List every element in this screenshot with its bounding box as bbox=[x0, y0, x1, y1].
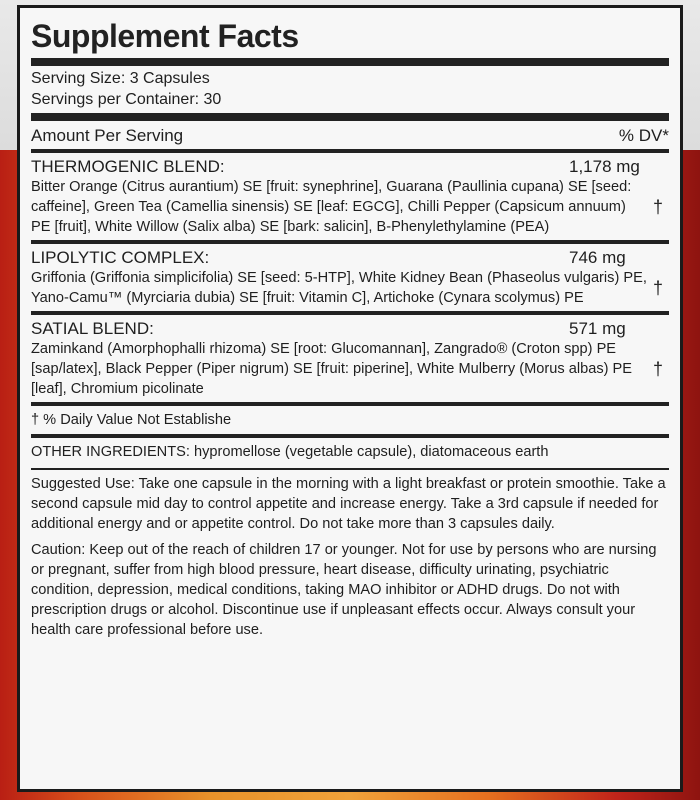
thick-divider bbox=[31, 58, 669, 66]
servings-per-container: Servings per Container: 30 bbox=[31, 91, 222, 108]
panel-title: Supplement Facts bbox=[31, 18, 299, 54]
amount-per-serving-label: Amount Per Serving bbox=[31, 126, 184, 145]
blend-name: SATIAL BLEND: bbox=[31, 319, 154, 338]
suggested-use: Suggested Use: Take one capsule in the morning with a light breakfast or protein smoothie. Take a second capsule mid day to control appetite and increase energy. Take a 3rd capsule if needed for additional energy and or appetite control. Do not take more than 3 capsules daily. bbox=[31, 475, 666, 532]
dv-header: % DV* bbox=[618, 126, 669, 145]
amount-header-row bbox=[31, 121, 669, 149]
blend-ingredients: Zaminkand (Amorphophalli rhizoma) SE [root: Glucomannan], Zangrado® (Croton spp) PE [sap/latex], Black Pepper (Piper nigrum) SE [fruit: piperine], White Mulberry (Morus albas) PE [leaf], Chromium picolinate bbox=[31, 341, 633, 397]
serving-info bbox=[31, 66, 669, 113]
other-ingredients: OTHER INGREDIENTS: hypromellose (vegetable capsule), diatomaceous earth bbox=[31, 444, 549, 460]
blend-ingredients: Bitter Orange (Citrus aurantium) SE [fruit: synephrine], Guarana (Paullinia cupana) SE [seed: caffeine], Green Tea (Camellia sinensis) SE [leaf: EGCG], Chilli Pepper (Capsicum annuum) PE [fruit], White Willow (Salix alba) SE [bark: salicin], B-Phenylethylamine (PEA) bbox=[31, 179, 632, 235]
dv-dagger-mark: † bbox=[652, 197, 663, 217]
blend-amount: 1,178 mg bbox=[569, 157, 640, 176]
blend-name: LIPOLYTIC COMPLEX: bbox=[31, 248, 210, 267]
thick-divider bbox=[31, 113, 669, 121]
blend-amount: 571 mg bbox=[569, 319, 626, 338]
serving-size: Serving Size: 3 Capsules bbox=[31, 70, 210, 87]
blend-name: THERMOGENIC BLEND: bbox=[31, 157, 225, 176]
blend-lipolytic bbox=[31, 244, 669, 311]
blend-thermogenic bbox=[31, 153, 669, 240]
dv-dagger-mark: † bbox=[652, 278, 663, 298]
blend-ingredients: Griffonia (Griffonia simplicifolia) SE [seed: 5-HTP], White Kidney Bean (Phaseolus vulgaris) PE, Yano-Camu™ (Myrciaria dubia) SE [fruit: Vitamin C], Artichoke (Cynara scolymus) PE bbox=[31, 270, 647, 306]
daily-value-note: † % Daily Value Not Establishe bbox=[31, 412, 232, 428]
caution-text: Caution: Keep out of the reach of children 17 or younger. Not for use by persons who are nursing or pregnant, suffer from high blood pressure, heart disease, difficulty urinating, psychiatric condition, depression, medical conditions, taking MAO inhibitor or ADHD drugs. Do not with prescription drugs or alcohol. Discontinue use if unpleasant effects occur. Always consult your health care professional before use. bbox=[31, 541, 657, 638]
dv-dagger-mark: † bbox=[652, 359, 663, 379]
supplement-facts-panel bbox=[17, 5, 683, 792]
blend-amount: 746 mg bbox=[569, 248, 626, 267]
blend-satial bbox=[31, 315, 669, 402]
